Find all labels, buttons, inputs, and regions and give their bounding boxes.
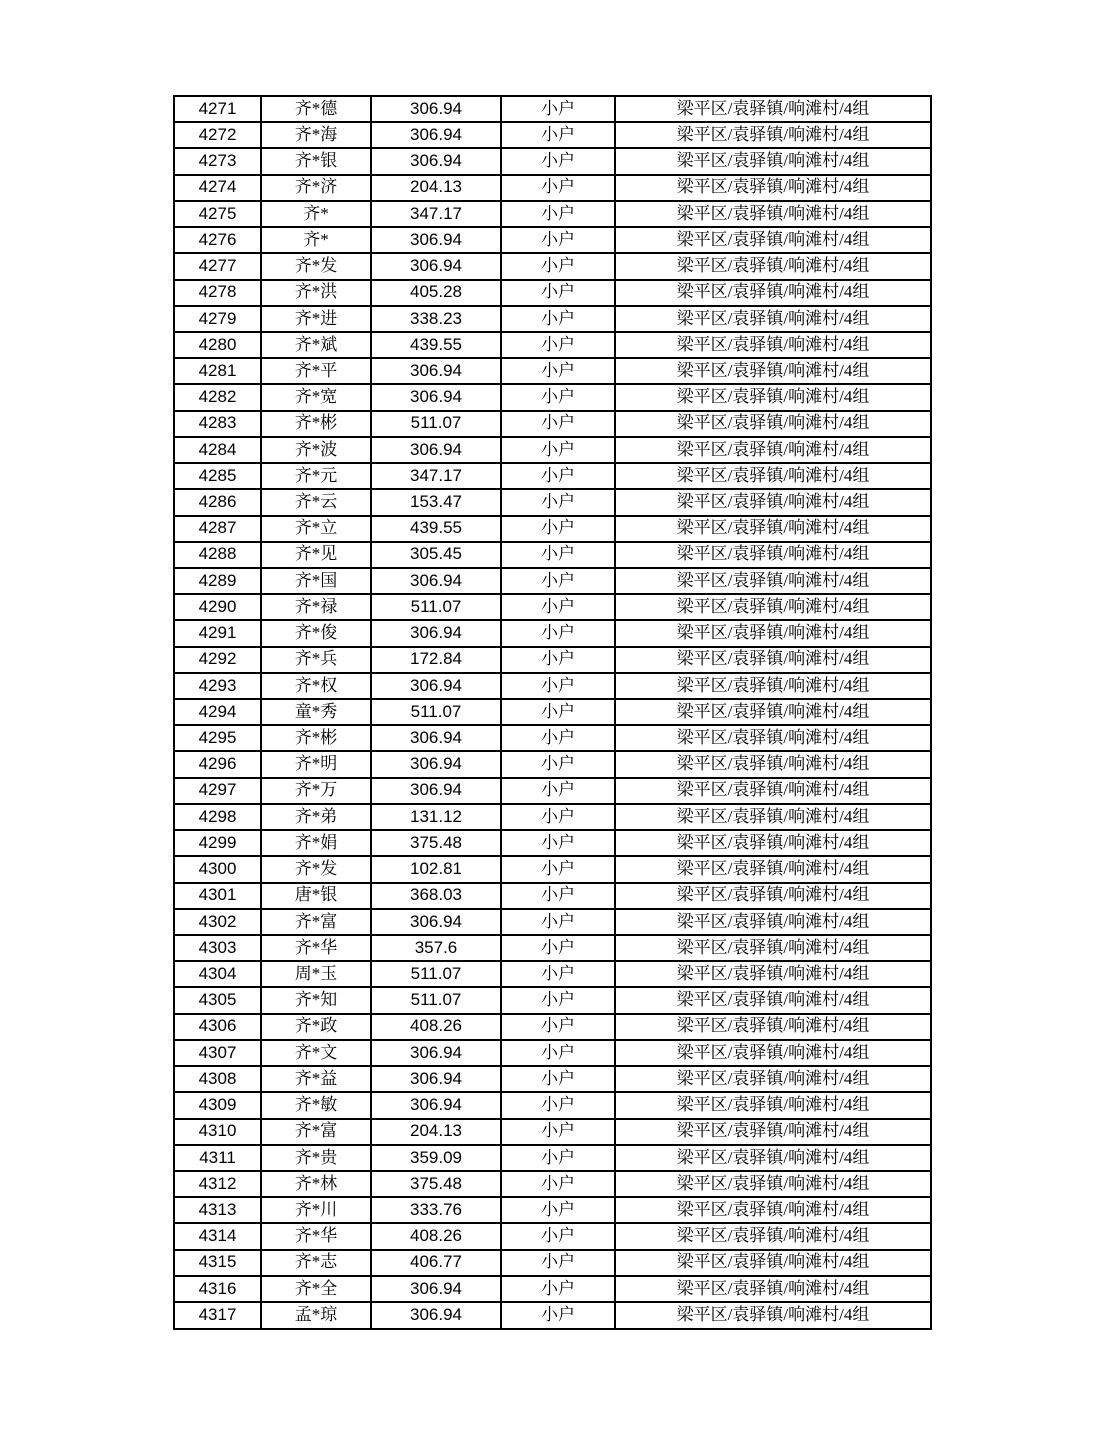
cell-name: 齐*明 bbox=[261, 751, 371, 777]
table-row bbox=[174, 830, 931, 856]
cell-household-type: 小户 bbox=[501, 830, 615, 856]
cell-name: 齐*志 bbox=[261, 1250, 371, 1276]
cell-amount: 347.17 bbox=[371, 463, 501, 489]
cell-household-type: 小户 bbox=[501, 437, 615, 463]
cell-household-type: 小户 bbox=[501, 1119, 615, 1145]
cell-household-type: 小户 bbox=[501, 1171, 615, 1197]
cell-name: 齐*华 bbox=[261, 935, 371, 961]
cell-household-type: 小户 bbox=[501, 280, 615, 306]
cell-location: 梁平区/袁驿镇/响滩村/4组 bbox=[615, 175, 931, 201]
cell-id: 4309 bbox=[174, 1092, 261, 1118]
cell-location: 梁平区/袁驿镇/响滩村/4组 bbox=[615, 1040, 931, 1066]
table-row bbox=[174, 1197, 931, 1223]
cell-household-type: 小户 bbox=[501, 1302, 615, 1329]
cell-location: 梁平区/袁驿镇/响滩村/4组 bbox=[615, 332, 931, 358]
cell-location: 梁平区/袁驿镇/响滩村/4组 bbox=[615, 751, 931, 777]
cell-amount: 306.94 bbox=[371, 358, 501, 384]
cell-amount: 306.94 bbox=[371, 384, 501, 410]
cell-amount: 338.23 bbox=[371, 306, 501, 332]
cell-location: 梁平区/袁驿镇/响滩村/4组 bbox=[615, 1223, 931, 1249]
cell-name: 齐*贵 bbox=[261, 1145, 371, 1171]
cell-location: 梁平区/袁驿镇/响滩村/4组 bbox=[615, 1250, 931, 1276]
cell-amount: 359.09 bbox=[371, 1145, 501, 1171]
cell-amount: 306.94 bbox=[371, 778, 501, 804]
cell-amount: 408.26 bbox=[371, 1223, 501, 1249]
cell-amount: 204.13 bbox=[371, 1119, 501, 1145]
cell-name: 齐*兵 bbox=[261, 647, 371, 673]
cell-id: 4300 bbox=[174, 856, 261, 882]
cell-id: 4302 bbox=[174, 909, 261, 935]
cell-name: 齐*德 bbox=[261, 96, 371, 122]
table-row bbox=[174, 1119, 931, 1145]
table-row bbox=[174, 437, 931, 463]
cell-household-type: 小户 bbox=[501, 699, 615, 725]
table-row bbox=[174, 699, 931, 725]
cell-location: 梁平区/袁驿镇/响滩村/4组 bbox=[615, 516, 931, 542]
cell-amount: 306.94 bbox=[371, 1066, 501, 1092]
cell-id: 4305 bbox=[174, 987, 261, 1013]
cell-id: 4307 bbox=[174, 1040, 261, 1066]
table-row bbox=[174, 673, 931, 699]
cell-location: 梁平区/袁驿镇/响滩村/4组 bbox=[615, 253, 931, 279]
cell-household-type: 小户 bbox=[501, 1197, 615, 1223]
cell-location: 梁平区/袁驿镇/响滩村/4组 bbox=[615, 122, 931, 148]
cell-amount: 172.84 bbox=[371, 647, 501, 673]
cell-location: 梁平区/袁驿镇/响滩村/4组 bbox=[615, 1197, 931, 1223]
cell-amount: 306.94 bbox=[371, 673, 501, 699]
cell-amount: 368.03 bbox=[371, 883, 501, 909]
cell-amount: 306.94 bbox=[371, 751, 501, 777]
cell-id: 4308 bbox=[174, 1066, 261, 1092]
cell-id: 4303 bbox=[174, 935, 261, 961]
table-row bbox=[174, 1250, 931, 1276]
cell-location: 梁平区/袁驿镇/响滩村/4组 bbox=[615, 856, 931, 882]
cell-location: 梁平区/袁驿镇/响滩村/4组 bbox=[615, 699, 931, 725]
cell-household-type: 小户 bbox=[501, 804, 615, 830]
cell-household-type: 小户 bbox=[501, 384, 615, 410]
cell-household-type: 小户 bbox=[501, 778, 615, 804]
cell-name: 齐*银 bbox=[261, 148, 371, 174]
cell-household-type: 小户 bbox=[501, 122, 615, 148]
cell-name: 齐* bbox=[261, 227, 371, 253]
table-row bbox=[174, 856, 931, 882]
cell-household-type: 小户 bbox=[501, 175, 615, 201]
table-row bbox=[174, 909, 931, 935]
cell-id: 4293 bbox=[174, 673, 261, 699]
cell-household-type: 小户 bbox=[501, 1040, 615, 1066]
cell-household-type: 小户 bbox=[501, 253, 615, 279]
cell-location: 梁平区/袁驿镇/响滩村/4组 bbox=[615, 1302, 931, 1329]
cell-location: 梁平区/袁驿镇/响滩村/4组 bbox=[615, 384, 931, 410]
cell-amount: 375.48 bbox=[371, 830, 501, 856]
cell-amount: 375.48 bbox=[371, 1171, 501, 1197]
table-row bbox=[174, 332, 931, 358]
cell-location: 梁平区/袁驿镇/响滩村/4组 bbox=[615, 725, 931, 751]
table-row bbox=[174, 725, 931, 751]
cell-location: 梁平区/袁驿镇/响滩村/4组 bbox=[615, 804, 931, 830]
cell-amount: 406.77 bbox=[371, 1250, 501, 1276]
table-row bbox=[174, 594, 931, 620]
cell-name: 齐*川 bbox=[261, 1197, 371, 1223]
cell-household-type: 小户 bbox=[501, 909, 615, 935]
cell-amount: 511.07 bbox=[371, 594, 501, 620]
cell-name: 齐*禄 bbox=[261, 594, 371, 620]
cell-id: 4291 bbox=[174, 620, 261, 646]
cell-amount: 306.94 bbox=[371, 1276, 501, 1302]
cell-location: 梁平区/袁驿镇/响滩村/4组 bbox=[615, 1066, 931, 1092]
cell-name: 齐*娟 bbox=[261, 830, 371, 856]
cell-amount: 439.55 bbox=[371, 516, 501, 542]
cell-amount: 306.94 bbox=[371, 437, 501, 463]
cell-name: 唐*银 bbox=[261, 883, 371, 909]
cell-location: 梁平区/袁驿镇/响滩村/4组 bbox=[615, 1014, 931, 1040]
cell-location: 梁平区/袁驿镇/响滩村/4组 bbox=[615, 594, 931, 620]
cell-household-type: 小户 bbox=[501, 516, 615, 542]
cell-location: 梁平区/袁驿镇/响滩村/4组 bbox=[615, 1119, 931, 1145]
table-row bbox=[174, 122, 931, 148]
cell-household-type: 小户 bbox=[501, 594, 615, 620]
table-body bbox=[174, 96, 931, 1329]
cell-location: 梁平区/袁驿镇/响滩村/4组 bbox=[615, 227, 931, 253]
cell-id: 4276 bbox=[174, 227, 261, 253]
cell-household-type: 小户 bbox=[501, 725, 615, 751]
cell-id: 4311 bbox=[174, 1145, 261, 1171]
table-row bbox=[174, 1066, 931, 1092]
cell-name: 齐*发 bbox=[261, 856, 371, 882]
cell-household-type: 小户 bbox=[501, 856, 615, 882]
cell-name: 齐*平 bbox=[261, 358, 371, 384]
cell-name: 齐*全 bbox=[261, 1276, 371, 1302]
table-row bbox=[174, 935, 931, 961]
cell-amount: 306.94 bbox=[371, 909, 501, 935]
cell-amount: 306.94 bbox=[371, 253, 501, 279]
cell-amount: 306.94 bbox=[371, 122, 501, 148]
cell-id: 4271 bbox=[174, 96, 261, 122]
cell-id: 4317 bbox=[174, 1302, 261, 1329]
cell-household-type: 小户 bbox=[501, 306, 615, 332]
cell-name: 齐*进 bbox=[261, 306, 371, 332]
table-row bbox=[174, 148, 931, 174]
cell-id: 4284 bbox=[174, 437, 261, 463]
cell-id: 4296 bbox=[174, 751, 261, 777]
cell-household-type: 小户 bbox=[501, 1014, 615, 1040]
cell-location: 梁平区/袁驿镇/响滩村/4组 bbox=[615, 620, 931, 646]
cell-location: 梁平区/袁驿镇/响滩村/4组 bbox=[615, 280, 931, 306]
cell-name: 齐*立 bbox=[261, 516, 371, 542]
cell-id: 4280 bbox=[174, 332, 261, 358]
cell-id: 4292 bbox=[174, 647, 261, 673]
cell-location: 梁平区/袁驿镇/响滩村/4组 bbox=[615, 542, 931, 568]
cell-location: 梁平区/袁驿镇/响滩村/4组 bbox=[615, 463, 931, 489]
cell-id: 4275 bbox=[174, 201, 261, 227]
cell-location: 梁平区/袁驿镇/响滩村/4组 bbox=[615, 1276, 931, 1302]
cell-name: 齐*国 bbox=[261, 568, 371, 594]
cell-household-type: 小户 bbox=[501, 935, 615, 961]
table-row bbox=[174, 463, 931, 489]
cell-household-type: 小户 bbox=[501, 1092, 615, 1118]
cell-id: 4312 bbox=[174, 1171, 261, 1197]
table-row bbox=[174, 1223, 931, 1249]
table-row bbox=[174, 175, 931, 201]
table-row bbox=[174, 227, 931, 253]
cell-location: 梁平区/袁驿镇/响滩村/4组 bbox=[615, 437, 931, 463]
cell-name: 齐*济 bbox=[261, 175, 371, 201]
cell-household-type: 小户 bbox=[501, 620, 615, 646]
cell-name: 齐*富 bbox=[261, 1119, 371, 1145]
cell-id: 4274 bbox=[174, 175, 261, 201]
cell-name: 周*玉 bbox=[261, 961, 371, 987]
cell-id: 4301 bbox=[174, 883, 261, 909]
cell-location: 梁平区/袁驿镇/响滩村/4组 bbox=[615, 647, 931, 673]
cell-location: 梁平区/袁驿镇/响滩村/4组 bbox=[615, 778, 931, 804]
cell-id: 4285 bbox=[174, 463, 261, 489]
cell-name: 齐*云 bbox=[261, 489, 371, 515]
cell-household-type: 小户 bbox=[501, 568, 615, 594]
cell-household-type: 小户 bbox=[501, 1250, 615, 1276]
cell-location: 梁平区/袁驿镇/响滩村/4组 bbox=[615, 201, 931, 227]
table-row bbox=[174, 1040, 931, 1066]
cell-location: 梁平区/袁驿镇/响滩村/4组 bbox=[615, 1171, 931, 1197]
table-row bbox=[174, 542, 931, 568]
cell-location: 梁平区/袁驿镇/响滩村/4组 bbox=[615, 358, 931, 384]
cell-id: 4290 bbox=[174, 594, 261, 620]
cell-name: 齐*文 bbox=[261, 1040, 371, 1066]
cell-location: 梁平区/袁驿镇/响滩村/4组 bbox=[615, 1092, 931, 1118]
cell-name: 齐*富 bbox=[261, 909, 371, 935]
cell-amount: 306.94 bbox=[371, 1302, 501, 1329]
table-row bbox=[174, 1302, 931, 1329]
table-row bbox=[174, 384, 931, 410]
cell-name: 齐* bbox=[261, 201, 371, 227]
cell-household-type: 小户 bbox=[501, 411, 615, 437]
cell-household-type: 小户 bbox=[501, 463, 615, 489]
cell-amount: 306.94 bbox=[371, 725, 501, 751]
cell-name: 齐*海 bbox=[261, 122, 371, 148]
cell-amount: 408.26 bbox=[371, 1014, 501, 1040]
cell-id: 4273 bbox=[174, 148, 261, 174]
cell-name: 孟*琼 bbox=[261, 1302, 371, 1329]
cell-household-type: 小户 bbox=[501, 673, 615, 699]
cell-household-type: 小户 bbox=[501, 647, 615, 673]
cell-name: 齐*益 bbox=[261, 1066, 371, 1092]
cell-id: 4287 bbox=[174, 516, 261, 542]
cell-amount: 306.94 bbox=[371, 1040, 501, 1066]
table-row bbox=[174, 778, 931, 804]
cell-household-type: 小户 bbox=[501, 96, 615, 122]
cell-name: 齐*敏 bbox=[261, 1092, 371, 1118]
cell-name: 齐*俊 bbox=[261, 620, 371, 646]
cell-amount: 102.81 bbox=[371, 856, 501, 882]
table-row bbox=[174, 201, 931, 227]
cell-household-type: 小户 bbox=[501, 883, 615, 909]
cell-name: 齐*元 bbox=[261, 463, 371, 489]
cell-name: 齐*弟 bbox=[261, 804, 371, 830]
table-row bbox=[174, 1092, 931, 1118]
cell-id: 4278 bbox=[174, 280, 261, 306]
cell-location: 梁平区/袁驿镇/响滩村/4组 bbox=[615, 411, 931, 437]
table-row bbox=[174, 96, 931, 122]
cell-id: 4288 bbox=[174, 542, 261, 568]
cell-amount: 131.12 bbox=[371, 804, 501, 830]
cell-amount: 306.94 bbox=[371, 1092, 501, 1118]
cell-household-type: 小户 bbox=[501, 358, 615, 384]
cell-location: 梁平区/袁驿镇/响滩村/4组 bbox=[615, 961, 931, 987]
cell-household-type: 小户 bbox=[501, 751, 615, 777]
cell-id: 4299 bbox=[174, 830, 261, 856]
table-row bbox=[174, 280, 931, 306]
table-row bbox=[174, 1276, 931, 1302]
cell-amount: 511.07 bbox=[371, 699, 501, 725]
cell-household-type: 小户 bbox=[501, 489, 615, 515]
cell-amount: 306.94 bbox=[371, 227, 501, 253]
table-row bbox=[174, 516, 931, 542]
cell-name: 齐*政 bbox=[261, 1014, 371, 1040]
table-row bbox=[174, 306, 931, 332]
table-row bbox=[174, 411, 931, 437]
cell-id: 4277 bbox=[174, 253, 261, 279]
cell-amount: 306.94 bbox=[371, 568, 501, 594]
table-row bbox=[174, 751, 931, 777]
cell-id: 4310 bbox=[174, 1119, 261, 1145]
cell-household-type: 小户 bbox=[501, 227, 615, 253]
cell-location: 梁平区/袁驿镇/响滩村/4组 bbox=[615, 883, 931, 909]
cell-location: 梁平区/袁驿镇/响滩村/4组 bbox=[615, 1145, 931, 1171]
cell-id: 4289 bbox=[174, 568, 261, 594]
cell-location: 梁平区/袁驿镇/响滩村/4组 bbox=[615, 148, 931, 174]
cell-amount: 204.13 bbox=[371, 175, 501, 201]
cell-id: 4313 bbox=[174, 1197, 261, 1223]
cell-id: 4304 bbox=[174, 961, 261, 987]
cell-amount: 306.94 bbox=[371, 148, 501, 174]
cell-location: 梁平区/袁驿镇/响滩村/4组 bbox=[615, 673, 931, 699]
cell-id: 4272 bbox=[174, 122, 261, 148]
cell-id: 4294 bbox=[174, 699, 261, 725]
table-row bbox=[174, 568, 931, 594]
table-row bbox=[174, 620, 931, 646]
cell-location: 梁平区/袁驿镇/响滩村/4组 bbox=[615, 909, 931, 935]
cell-household-type: 小户 bbox=[501, 1276, 615, 1302]
cell-id: 4282 bbox=[174, 384, 261, 410]
table-row bbox=[174, 1171, 931, 1197]
cell-household-type: 小户 bbox=[501, 1145, 615, 1171]
cell-amount: 439.55 bbox=[371, 332, 501, 358]
cell-id: 4286 bbox=[174, 489, 261, 515]
table-row bbox=[174, 253, 931, 279]
cell-name: 齐*斌 bbox=[261, 332, 371, 358]
table-row bbox=[174, 804, 931, 830]
cell-amount: 306.94 bbox=[371, 620, 501, 646]
table-row bbox=[174, 489, 931, 515]
cell-id: 4306 bbox=[174, 1014, 261, 1040]
cell-name: 齐*万 bbox=[261, 778, 371, 804]
cell-id: 4298 bbox=[174, 804, 261, 830]
cell-name: 齐*见 bbox=[261, 542, 371, 568]
cell-id: 4315 bbox=[174, 1250, 261, 1276]
cell-name: 齐*波 bbox=[261, 437, 371, 463]
cell-amount: 405.28 bbox=[371, 280, 501, 306]
cell-household-type: 小户 bbox=[501, 1066, 615, 1092]
cell-household-type: 小户 bbox=[501, 1223, 615, 1249]
table-row bbox=[174, 987, 931, 1013]
cell-name: 齐*宽 bbox=[261, 384, 371, 410]
cell-name: 童*秀 bbox=[261, 699, 371, 725]
table-row bbox=[174, 358, 931, 384]
cell-location: 梁平区/袁驿镇/响滩村/4组 bbox=[615, 96, 931, 122]
cell-name: 齐*洪 bbox=[261, 280, 371, 306]
cell-household-type: 小户 bbox=[501, 332, 615, 358]
cell-id: 4295 bbox=[174, 725, 261, 751]
cell-name: 齐*林 bbox=[261, 1171, 371, 1197]
table-row bbox=[174, 961, 931, 987]
cell-location: 梁平区/袁驿镇/响滩村/4组 bbox=[615, 987, 931, 1013]
cell-household-type: 小户 bbox=[501, 542, 615, 568]
cell-id: 4283 bbox=[174, 411, 261, 437]
cell-id: 4279 bbox=[174, 306, 261, 332]
table-row bbox=[174, 883, 931, 909]
table-row bbox=[174, 1014, 931, 1040]
cell-location: 梁平区/袁驿镇/响滩村/4组 bbox=[615, 489, 931, 515]
cell-location: 梁平区/袁驿镇/响滩村/4组 bbox=[615, 306, 931, 332]
cell-location: 梁平区/袁驿镇/响滩村/4组 bbox=[615, 935, 931, 961]
cell-household-type: 小户 bbox=[501, 201, 615, 227]
cell-amount: 333.76 bbox=[371, 1197, 501, 1223]
cell-id: 4314 bbox=[174, 1223, 261, 1249]
cell-amount: 511.07 bbox=[371, 961, 501, 987]
cell-household-type: 小户 bbox=[501, 148, 615, 174]
cell-amount: 511.07 bbox=[371, 411, 501, 437]
table-row bbox=[174, 647, 931, 673]
cell-id: 4297 bbox=[174, 778, 261, 804]
cell-name: 齐*彬 bbox=[261, 411, 371, 437]
cell-household-type: 小户 bbox=[501, 961, 615, 987]
cell-location: 梁平区/袁驿镇/响滩村/4组 bbox=[615, 568, 931, 594]
cell-name: 齐*彬 bbox=[261, 725, 371, 751]
cell-amount: 511.07 bbox=[371, 987, 501, 1013]
cell-household-type: 小户 bbox=[501, 987, 615, 1013]
cell-id: 4281 bbox=[174, 358, 261, 384]
cell-name: 齐*发 bbox=[261, 253, 371, 279]
cell-amount: 357.6 bbox=[371, 935, 501, 961]
cell-amount: 305.45 bbox=[371, 542, 501, 568]
cell-location: 梁平区/袁驿镇/响滩村/4组 bbox=[615, 830, 931, 856]
cell-amount: 347.17 bbox=[371, 201, 501, 227]
table-row bbox=[174, 1145, 931, 1171]
household-table bbox=[173, 95, 932, 1330]
cell-name: 齐*权 bbox=[261, 673, 371, 699]
cell-amount: 306.94 bbox=[371, 96, 501, 122]
cell-amount: 153.47 bbox=[371, 489, 501, 515]
cell-name: 齐*华 bbox=[261, 1223, 371, 1249]
cell-name: 齐*知 bbox=[261, 987, 371, 1013]
cell-id: 4316 bbox=[174, 1276, 261, 1302]
